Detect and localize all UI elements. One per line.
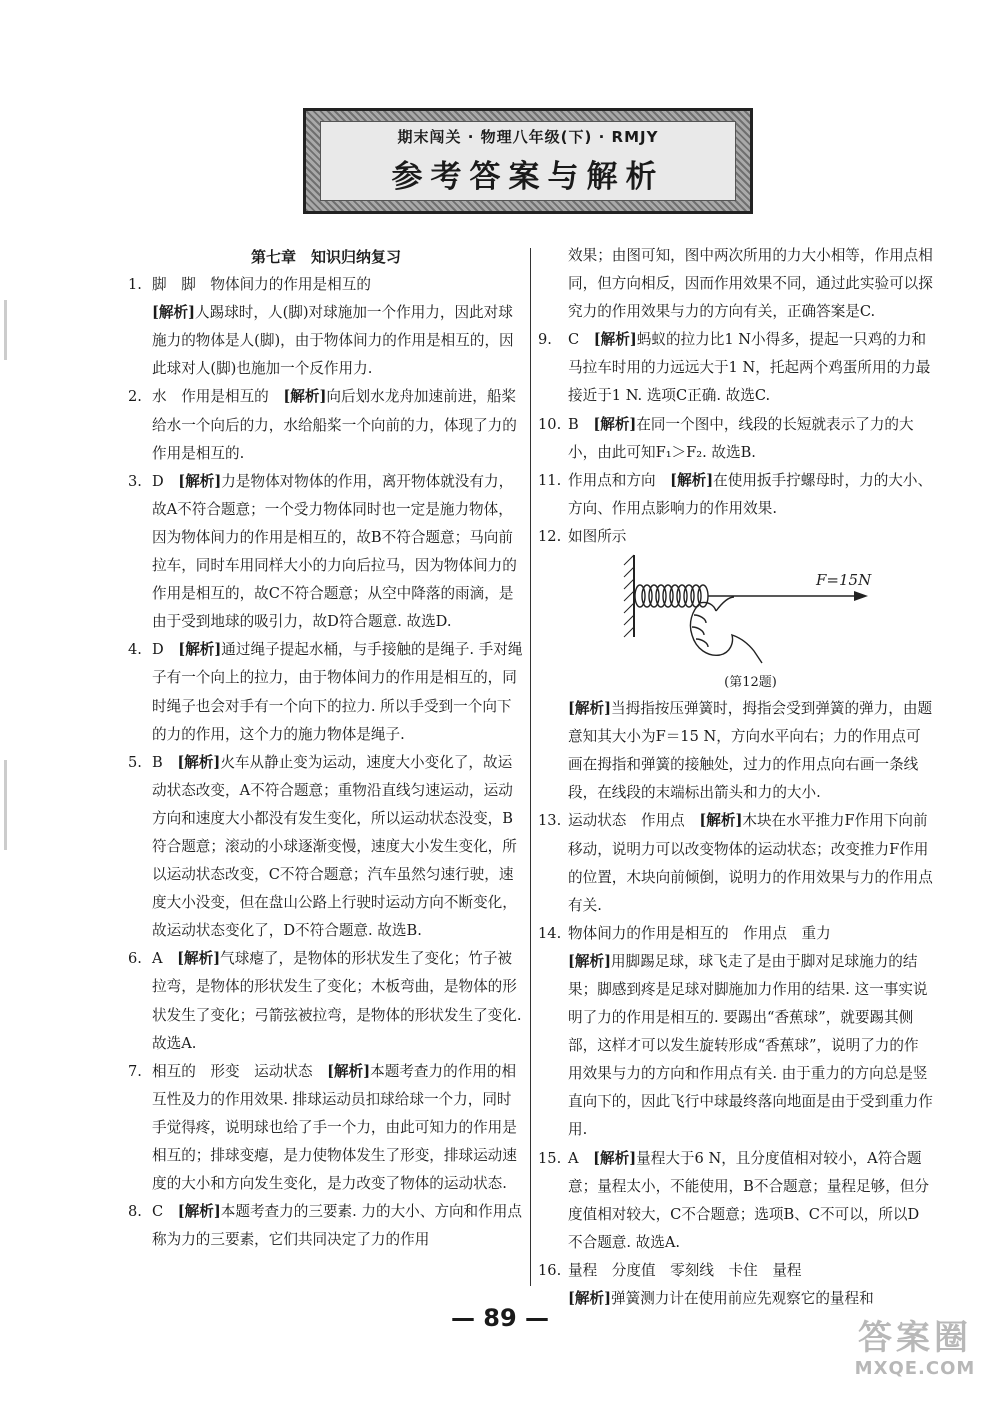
answer-item xyxy=(538,1257,933,1285)
question-number: 12. xyxy=(538,527,562,545)
analysis-text: 人踢球时，人(脚)对球施加一个作用力，因此对球施力的物体是人(脚)，由于物体间力的作用是相互的，因此球对人(脚)也施加一个反作用力. xyxy=(152,304,514,378)
answer-item xyxy=(128,271,524,299)
thumb-icon xyxy=(716,597,734,611)
analysis-text: 当拇指按压弹簧时，拇指会受到弹簧的弹力，由题意知其大小为F＝15 N，方向水平向右；力的作用点可画在拇指和弹簧的接触处，过力的作用点向右画一条线段，在线段的末端标出箭头和力的大小. xyxy=(568,700,933,802)
answer-item xyxy=(128,383,524,467)
column-divider xyxy=(530,248,531,1286)
analysis-text: 木块在水平推力F作用下向前移动，说明力可以改变物体的运动状态；改变推力F作用的位置，木块向前倾倒，说明力的作用效果与力的作用点有关. xyxy=(568,812,933,914)
answer-text: C xyxy=(568,331,594,349)
answer-item xyxy=(128,1198,524,1254)
analysis-tag: [解析] xyxy=(177,753,221,771)
analysis-text: 火车从静止变为运动，速度大小变化了，故运动状态改变，A不符合题意；重物沿直线匀速运动，运动方向和速度大小都没有发生变化，所以运动状态没变，B符合题意；滚动的小球逐渐变慢，速度大小发生变化，所以运动状态改变，C不符合题意；汽车虽然匀速行驶，速度大小没变，但在盘山公路上行驶时运动方向不断变化，故运动状态变化了，D不符合题意. 故选B. xyxy=(152,753,517,940)
answer-text: 物体间力的作用是相互的 作用点 重力 xyxy=(568,924,831,942)
analysis-text: 气球瘪了，是物体的形状发生了变化；竹子被拉弯，是物体的形状发生了变化；木板弯曲，是物体的形状发生了变化；弓箭弦被拉弯，是物体的形状发生了变化. 故选A. xyxy=(152,950,522,1052)
question-number: 13. xyxy=(538,812,562,830)
question-number: 9. xyxy=(538,331,552,349)
question-number: 11. xyxy=(538,471,562,489)
answer-text: B xyxy=(152,753,178,771)
question-number: 6. xyxy=(128,950,142,968)
analysis-tag: [解析] xyxy=(178,472,222,490)
analysis-text: 在使用扳手拧螺母时，力的大小、方向、作用点影响力的作用效果. xyxy=(568,471,933,517)
analysis-tag: [解析] xyxy=(670,471,714,489)
spring-figure xyxy=(568,551,933,671)
question-number: 7. xyxy=(128,1062,142,1080)
answer-text: 量程 分度值 零刻线 卡住 量程 xyxy=(568,1261,802,1279)
answer-item xyxy=(538,695,933,807)
analysis-tag: [解析] xyxy=(568,952,611,970)
wall-hatch xyxy=(624,555,634,637)
chapter-title: 第七章 知识归纳复习 xyxy=(250,248,401,266)
answer-text: A xyxy=(568,1149,594,1167)
right-answer-list-top xyxy=(538,326,933,551)
header-banner xyxy=(303,108,753,214)
analysis-text: 力是物体对物体的作用，离开物体就没有力，故A不符合题意；一个受力物体同时也一定是施力物体，因为物体间力的作用是相互的，故B不符合题意；马向前拉车，同时车用同样大小的力向后拉马，因为物体间力的作用是相互的，故C不符合题意；从空中降落的雨滴，是由于受到地球的吸引力，故D符合题意. 故选D. xyxy=(152,472,517,631)
question-number: 16. xyxy=(538,1261,562,1279)
left-answer-list xyxy=(128,271,524,1254)
answer-item xyxy=(128,945,524,1057)
answer-text: 运动状态 作用点 xyxy=(568,812,700,830)
answer-text: B xyxy=(568,415,594,433)
analysis-tag: [解析] xyxy=(178,641,222,659)
scan-edge-mark xyxy=(4,300,7,360)
question-number: 8. xyxy=(128,1203,142,1221)
answer-item xyxy=(128,299,524,383)
continued-explanation xyxy=(538,242,933,326)
left-column xyxy=(128,243,524,1254)
spring-diagram xyxy=(568,551,898,671)
analysis-tag: [解析] xyxy=(327,1062,371,1080)
analysis-tag: [解析] xyxy=(152,304,195,322)
answer-item xyxy=(538,523,933,551)
analysis-tag: [解析] xyxy=(568,700,611,718)
force-arrowhead xyxy=(854,591,868,601)
analysis-text: 本题考查力的作用的相互性及力的作用效果. 排球运动员扣球给球一个力，同时手觉得疼，说明球也给了手一个力，由此可知力的作用是相互的；排球变瘪，是力使物体发生了形变，排球运动速度的大小和方向发生变化，是力改变了物体的运动状态. xyxy=(152,1062,517,1193)
analysis-tag: [解析] xyxy=(593,415,637,433)
analysis-text: 弹簧测力计在使用前应先观察它的量程和 xyxy=(611,1290,874,1307)
continued-text: 效果；由图可知，图中两次所用的力大小相等，作用点相同，但方向相反，因而作用效果不同，通过此实验可以探究力的作用效果与力的方向有关，正确答案是C. xyxy=(568,247,933,321)
force-label: F=15N xyxy=(816,571,872,590)
analysis-tag: [解析] xyxy=(177,950,221,968)
answer-item xyxy=(538,807,933,919)
scan-edge-mark xyxy=(4,760,7,850)
answer-item xyxy=(128,636,524,748)
answer-text: D xyxy=(152,472,179,490)
answer-item xyxy=(128,749,524,946)
analysis-tag: [解析] xyxy=(568,1290,611,1307)
answer-item xyxy=(128,1058,524,1198)
question-number: 3. xyxy=(128,472,142,490)
hand-icon xyxy=(690,603,762,664)
analysis-text: 通过绳子提起水桶，与手接触的是绳子. 手对绳子有一个向上的拉力，由于物体间力的作用是相互的，同时绳子也会对手有一个向下的拉力. 所以手受到一个向下的力的作用，这个力的施力物体是绳子. xyxy=(152,641,523,743)
answer-text: 相互的 形变 运动状态 xyxy=(152,1062,328,1080)
watermark-line2: MXQE.COM xyxy=(854,1358,976,1379)
analysis-text: 用脚踢足球，球飞走了是由于脚对足球施力的结果；脚感到疼是足球对脚施加力作用的结果. 这一事实说明了力的作用是相互的. 要踢出“香蕉球”，就要踢其侧部，这样才可以发生旋转形成“香蕉球”，说明了力的作用效果与力的方向和作用点有关. 由于重力的方向总是竖直向下的，因此飞行中球最终落向地面是由于受到重力作用. xyxy=(568,952,933,1139)
question-number: 2. xyxy=(128,388,142,406)
watermark-line1: 答案圈 xyxy=(858,1318,972,1358)
analysis-text: 量程大于6 N，且分度值相对较小，A符合题意；量程太小，不能使用，B不合题意；量程足够，但分度值相对较大，C不合题意；选项B、C不可以，所以D不合题意. 故选A. xyxy=(568,1149,929,1251)
header-title: 参考答案与解析 xyxy=(391,159,665,195)
question-number: 14. xyxy=(538,924,562,942)
answer-item xyxy=(538,467,933,523)
analysis-tag: [解析] xyxy=(699,812,743,830)
answer-text: 如图所示 xyxy=(568,527,627,545)
analysis-tag: [解析] xyxy=(593,331,637,349)
header-subtitle: 期末闯关 · 物理八年级(下) · RMJY xyxy=(397,128,659,146)
answer-item xyxy=(538,948,933,1145)
spring-coil xyxy=(635,585,708,607)
answer-text: 水 作用是相互的 xyxy=(152,388,284,406)
question-number: 15. xyxy=(538,1149,562,1167)
figure-caption: (第12题) xyxy=(724,675,777,691)
header-inner xyxy=(320,121,736,201)
answer-item xyxy=(538,326,933,410)
answer-text: 脚 脚 物体间力的作用是相互的 xyxy=(152,276,371,294)
analysis-text: 蚂蚁的拉力比1 N小得多，提起一只鸡的力和马拉车时用的力远远大于1 N，托起两个鸡蛋所用的力最接近于1 N. 选项C正确. 故选C. xyxy=(568,331,931,405)
question-number: 10. xyxy=(538,415,562,433)
answer-text: A xyxy=(152,950,178,968)
site-watermark xyxy=(840,1318,990,1379)
analysis-text: 本题考查力的三要素. 力的大小、方向和作用点称为力的三要素，它们共同决定了力的作用 xyxy=(152,1203,522,1249)
answer-item xyxy=(538,411,933,467)
analysis-tag: [解析] xyxy=(593,1149,637,1167)
question-number: 1. xyxy=(128,276,142,294)
answer-item xyxy=(538,1145,933,1257)
analysis-tag: [解析] xyxy=(177,1203,221,1221)
analysis-tag: [解析] xyxy=(283,388,327,406)
answer-item xyxy=(538,1285,933,1313)
answer-item xyxy=(128,468,524,637)
answer-item xyxy=(538,920,933,948)
answer-text: D xyxy=(152,641,179,659)
analysis-text: 在同一个图中，线段的长短就表示了力的大小，由此可知F₁＞F₂. 故选B. xyxy=(568,415,914,461)
answer-text: 作用点和方向 xyxy=(568,471,671,489)
question-number: 4. xyxy=(128,641,142,659)
page-number: — 89 — xyxy=(450,1304,550,1332)
answer-text: C xyxy=(152,1203,178,1221)
right-answer-list-bottom xyxy=(538,695,933,1313)
analysis-text: 向后划水龙舟加速前进，船桨给水一个向后的力，水给船桨一个向前的力，体现了力的作用是相互的. xyxy=(152,388,517,462)
right-column xyxy=(538,242,933,1313)
question-number: 5. xyxy=(128,753,142,771)
